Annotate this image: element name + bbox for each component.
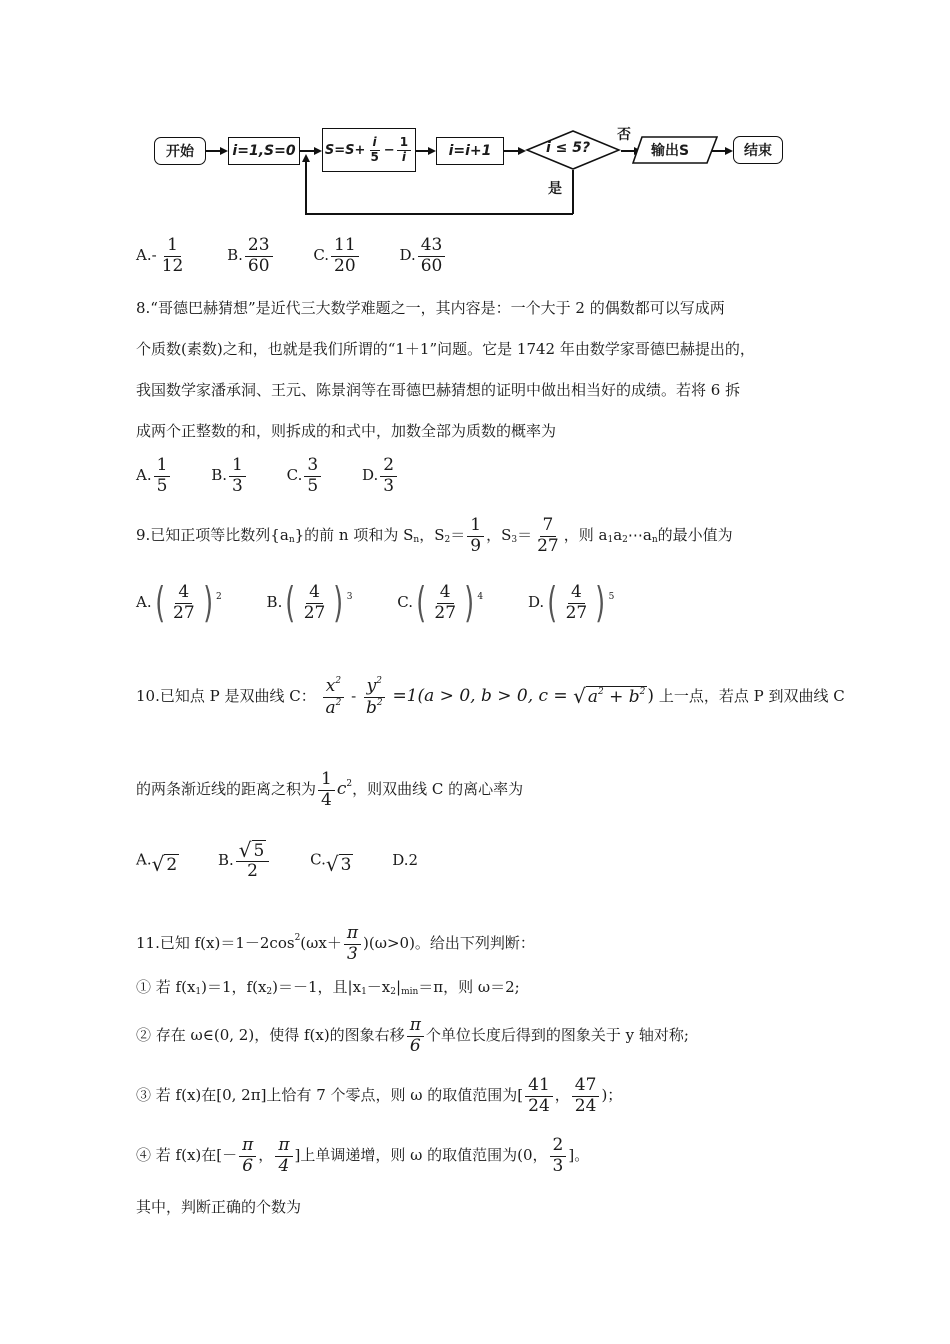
q10-option-b: B. √ 5 2	[218, 840, 271, 882]
q8-text: 8.“哥德巴赫猜想”是近代三大数学难题之一，其内容是：一个大于 2 的偶数都可以写成两 个质数(素数)之和，也就是我们所谓的“1＋1”问题。它是 1742 年由数学家哥德巴赫提出的， 我国数学家潘承洞、王元、陈景润等在哥德巴赫猜想的证明中做出相当好的成绩。若将 6 拆 成两个正整数的和，则拆成的和式中，加数全部为质数的概率为	[136, 299, 755, 440]
q10-option-a: A. √ 2	[136, 850, 178, 877]
q9-option-a: A. ( 4 27 ) $^2$	[136, 578, 222, 627]
q8-options	[136, 456, 433, 496]
q9-option-b: B. ( 4 27 ) $^3$	[266, 578, 353, 627]
flow-increment: i=i+1	[436, 137, 504, 165]
q11-statement-1: ① 若 $f(x_1)=1$，$f(x_2)=-1$，且$|x_1-x_2|_{min}=\pi$，则 ω＝2;	[136, 978, 520, 997]
q8-option-b: B. $\frac{1}{3}$	[211, 456, 248, 496]
q7-option-d: D. $\frac{43}{60}$	[399, 236, 447, 276]
q10-stem: 10.已知点 P 是双曲线 C： $\frac{x^2}{a^2}$ - $\frac{y^2}{b^2}$ =1(a > 0, b > 0, c = √ $a^2 + b^2$ ) 上一点，若点 P 到双曲线 C	[136, 676, 845, 718]
q11-statement-2: ② 存在 ω∈(0, 2)，使得 f(x)的图象右移 $\frac{\pi}{6}$ 个单位长度后得到的图象关于 y 轴对称;	[136, 1015, 689, 1056]
flow-yes-label: 是	[548, 181, 562, 197]
q10-option-c: C. √ 3	[310, 850, 352, 877]
q8-option-a: A. $\frac{1}{5}$	[136, 456, 172, 496]
q10-options	[136, 840, 452, 882]
flow-init: i=1,S=0	[228, 137, 300, 165]
q8-option-c: C. $\frac{3}{5}$	[287, 456, 324, 496]
q9-option-c: C. ( 4 27 ) $^4$	[397, 578, 484, 627]
q7-options	[136, 236, 481, 276]
q11-final: 其中，判断正确的个数为	[136, 1198, 302, 1216]
q9-option-d: D. ( 4 27 ) $^5$	[527, 578, 615, 627]
q7-option-c: C. $\frac{11}{20}$	[313, 236, 360, 276]
q10-option-d: D.2	[392, 850, 419, 869]
q9-stem: 9.已知正项等比数列$\{a_n\}$的前 n 项和为 $S_n$，$S_2=$ $\frac{1}{9}$ ，$S_3=$ $\frac{7}{27}$ ，则 $a_1a_2\cdots a_n$的最小值为	[136, 515, 733, 556]
flow-condition: i ≤ 5?	[546, 140, 591, 156]
q7-option-b: B. $\frac{23}{60}$	[227, 236, 274, 276]
flow-output: 输出S	[651, 143, 690, 159]
flow-update: S=S+ $\frac{i}{5}$ − $\frac{1}{i}$	[322, 128, 416, 172]
q11-statement-4: ④ 若 f(x)在[－ $\frac{\pi}{6}$ ， $\frac{\pi}{4}$ ]上单调递增，则 ω 的取值范围为(0， $\frac{2}{3}$ ]。	[136, 1135, 590, 1176]
flow-start: 开始	[154, 137, 206, 165]
flow-no-label: 否	[617, 127, 631, 143]
q11-stem: 11.已知 $f(x)=1-2\cos^2(\omega x+$ $\frac{\pi}{3}$ )(ω>0)。给出下列判断：	[136, 923, 535, 964]
flow-end: 结束	[733, 136, 783, 164]
q10-line2: 的两条渐近线的距离之积为 $\frac{1}{4}$ $c^2$，则双曲线 C 的离心率为	[136, 769, 524, 810]
q9-options	[136, 578, 648, 627]
q7-option-a: A.- $\frac{1}{12}$	[136, 235, 184, 276]
q8-option-d: D. $\frac{2}{3}$	[362, 456, 399, 496]
q11-statement-3: ③ 若 f(x)在[0, 2π]上恰有 7 个零点，则 ω 的取值范围为[ $\frac{41}{24}$ ， $\frac{47}{24}$ )；	[136, 1075, 623, 1116]
